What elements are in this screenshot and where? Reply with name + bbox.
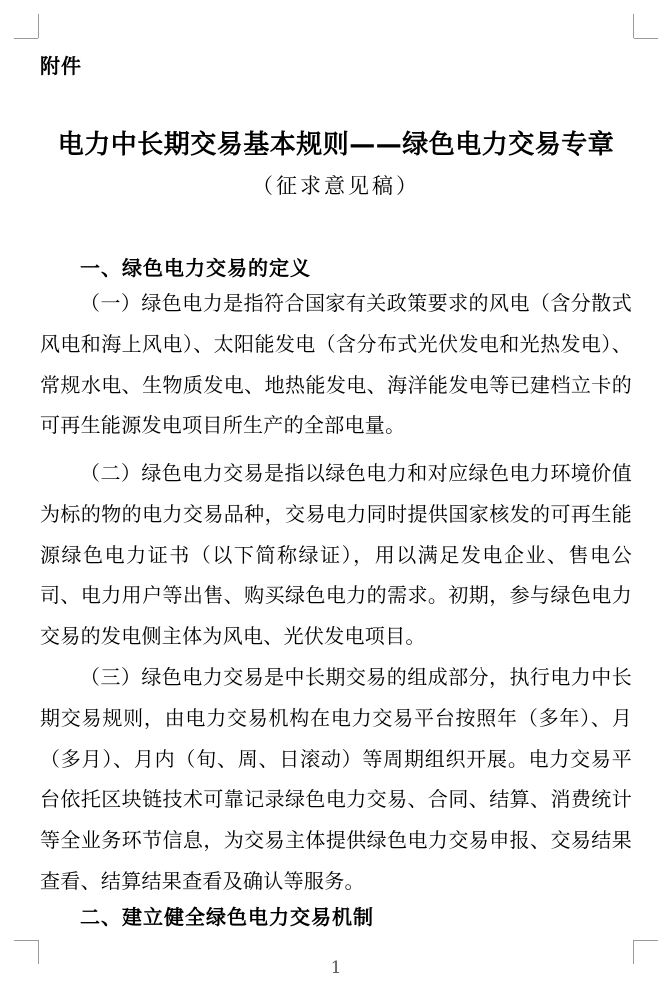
page-number: 1 xyxy=(330,958,342,978)
section-heading-definition: 一、绿色电力交易的定义 xyxy=(80,256,311,280)
crop-mark-bottom-right-h xyxy=(634,940,658,941)
crop-mark-top-right-h xyxy=(634,38,658,39)
document-subtitle: （征求意见稿） xyxy=(252,174,420,198)
paragraph-green-trading-definition: （二）绿色电力交易是指以绿色电力和对应绿色电力环境价值为标的物的电力交易品种，交易电力同时提供国家核发的可再生能源绿色电力证书（以下简称绿证），用以满足发电企业、售电公司、电力用户等出售、购买绿色电力的需求。初期，参与绿色电力交易的发电侧主体为风电、光伏发电项目。 xyxy=(40,461,632,649)
crop-mark-top-left-v xyxy=(38,14,39,38)
document-title: 电力中长期交易基本规则——绿色电力交易专章 xyxy=(57,130,615,160)
crop-mark-top-right-v xyxy=(633,14,634,38)
paragraph-green-trading-organization: （三）绿色电力交易是中长期交易的组成部分，执行电力中长期交易规则，由电力交易机构在电力交易平台按照年（多年）、月（多月）、月内（旬、周、日滚动）等周期组织开展。电力交易平台依托区块链技术可靠记录绿色电力交易、合同、结算、消费统计等全业务环节信息，为交易主体提供绿色电力交易申报、交易结果查看、结算结果查看及确认等服务。 xyxy=(40,665,632,893)
crop-mark-bottom-left-h xyxy=(14,940,38,941)
paragraph-green-power-definition: （一）绿色电力是指符合国家有关政策要求的风电（含分散式风电和海上风电）、太阳能发电（含分布式光伏发电和光热发电）、常规水电、生物质发电、地热能发电、海洋能发电等已建档立卡的可再生能源发电项目所生产的全部电量。 xyxy=(40,291,632,438)
crop-mark-top-left-h xyxy=(14,38,38,39)
section-heading-mechanism: 二、建立健全绿色电力交易机制 xyxy=(80,905,374,929)
attachment-label: 附件 xyxy=(40,54,82,78)
